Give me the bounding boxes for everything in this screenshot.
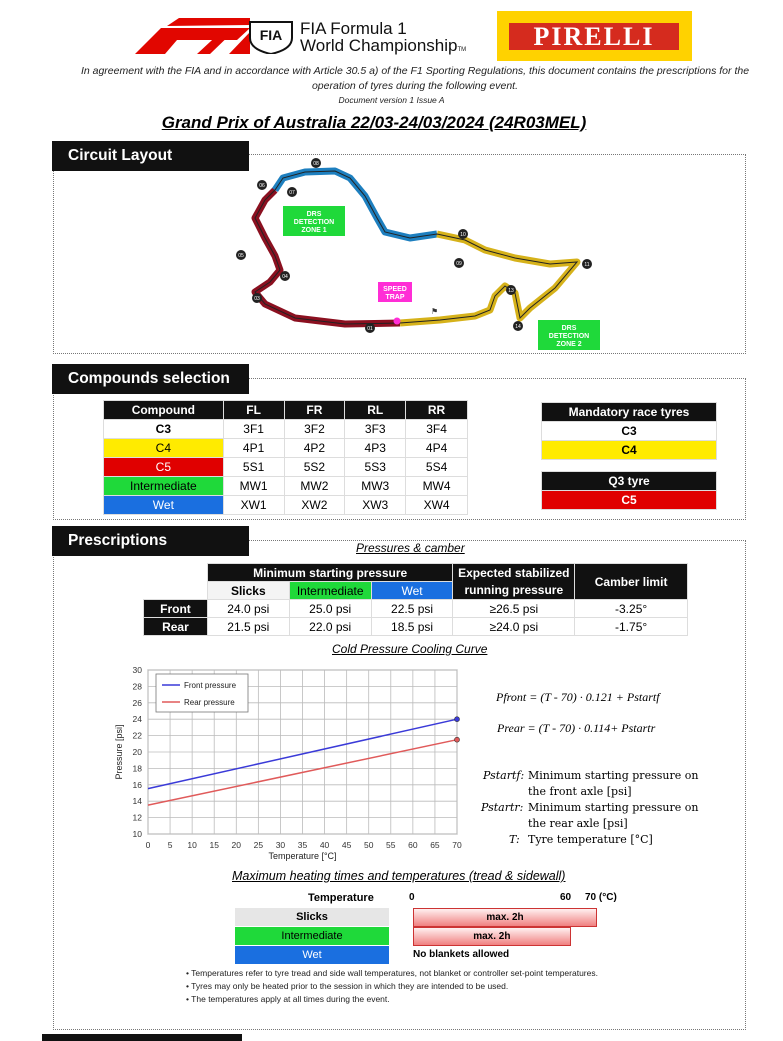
col-wet: Wet (371, 582, 453, 600)
front-wet: 22.5 psi (371, 600, 453, 618)
table-row (104, 477, 468, 496)
next-section-tab (42, 1034, 242, 1041)
heating-bar-intermediate: max. 2h (413, 927, 571, 946)
mandatory-c3: C3 (542, 422, 717, 441)
table-row (104, 458, 468, 477)
x-tick-label: 20 (231, 840, 242, 850)
heating-bar-slicks: max. 2h (413, 908, 597, 927)
prescriptions-section-title: Prescriptions (52, 526, 249, 556)
compounds-table (103, 400, 468, 515)
def-pstartf-a: Minimum starting pressure on (528, 769, 699, 782)
table-row (144, 600, 688, 618)
col-slicks: Slicks (207, 582, 289, 600)
y-tick-label: 12 (132, 812, 142, 823)
cell: 5S2 (284, 458, 345, 477)
table-row (144, 618, 688, 636)
cell: XW4 (406, 496, 468, 515)
heating-row-wet-label: Wet (235, 946, 389, 964)
circuit-section-title: Circuit Layout (52, 141, 249, 171)
corner-14-label: 14 (515, 324, 521, 330)
front-inter: 25.0 psi (289, 600, 371, 618)
x-tick-label: 0 (145, 840, 151, 850)
compound-intermediate: Intermediate (104, 477, 224, 496)
formula-front: Pfront = (T - 70) · 0.121 + Pstartf (496, 690, 660, 704)
y-tick-label: 24 (132, 714, 142, 725)
x-tick-label: 5 (167, 840, 173, 850)
cell: 5S4 (406, 458, 468, 477)
heating-row-intermediate-label: Intermediate (235, 927, 389, 945)
y-tick-label: 26 (132, 697, 142, 708)
cell: 5S3 (345, 458, 406, 477)
event-title: Grand Prix of Australia 22/03-24/03/2024 (24R03MEL) (161, 113, 587, 132)
cooling-chart (110, 662, 475, 864)
camber-header: Camber limit (575, 564, 688, 600)
drs-zone-1-l3: ZONE 1 (301, 227, 327, 234)
cell: XW1 (223, 496, 284, 515)
rear-camber: -1.75° (575, 618, 688, 636)
rear-slicks: 21.5 psi (207, 618, 289, 636)
rear-inter: 22.0 psi (289, 618, 371, 636)
expected-header-1: Expected stabilized (453, 564, 575, 582)
def-pstartr-a: Minimum starting pressure on (528, 801, 699, 814)
corner-05-label: 05 (238, 253, 244, 259)
cell: 3F3 (345, 420, 406, 439)
legend-label: Front pressure (184, 681, 237, 690)
compounds-header-rl: RL (345, 401, 406, 420)
x-tick-label: 50 (363, 840, 374, 850)
front-expected: ≥26.5 psi (453, 600, 575, 618)
y-tick-label: 22 (132, 730, 142, 741)
heating-subtitle: Maximum heating times and temperatures (tread & sidewall) (232, 869, 566, 883)
fia-wordmark (300, 20, 466, 59)
heating-notes (186, 967, 626, 1006)
x-tick-label: 70 (452, 840, 462, 850)
heating-row-slicks-label: Slicks (235, 908, 389, 926)
compounds-header-fr: FR (284, 401, 345, 420)
y-tick-label: 16 (132, 779, 142, 790)
note-3: • The temperatures apply at all times during the event. (186, 994, 390, 1004)
cell: 5S1 (223, 458, 284, 477)
intro-text: In agreement with the FIA and in accordance with Article 30.5 a) of the F1 Sporting Regulations, this document contains the prescriptions for the operation of tyres during the following event. (80, 65, 750, 92)
corner-10-label: 10 (460, 232, 466, 238)
y-tick-label: 30 (132, 665, 142, 675)
cooling-subtitle: Cold Pressure Cooling Curve (332, 642, 488, 656)
circuit-map (225, 158, 625, 350)
pirelli-logo (497, 11, 692, 61)
compounds-header-fl: FL (223, 401, 284, 420)
series-endpoint-rear (455, 737, 460, 742)
compounds-section-title: Compounds selection (52, 364, 249, 394)
row-front-label: Front (144, 600, 208, 618)
q3-tyre-table (541, 471, 717, 510)
def-t-term: T: (509, 833, 520, 846)
table-row (104, 439, 468, 458)
compounds-header-rr: RR (406, 401, 468, 420)
cell: XW3 (345, 496, 406, 515)
cell: 3F1 (223, 420, 284, 439)
x-axis-label: Temperature [°C] (268, 851, 337, 861)
cell: 4P1 (223, 439, 284, 458)
fia-badge (248, 18, 294, 54)
compounds-header-row (104, 401, 468, 420)
corner-09-label: 09 (456, 261, 462, 267)
def-pstartr-term: Pstartr: (481, 801, 524, 814)
finish-flag-icon: ⚑ (431, 307, 439, 316)
def-pstartf-term: Pstartf: (483, 769, 525, 782)
legend-label: Rear pressure (184, 698, 235, 707)
corner-03-label: 03 (254, 296, 260, 302)
table-row (104, 496, 468, 515)
q3-c5: C5 (542, 491, 717, 510)
mandatory-title: Mandatory race tyres (542, 403, 717, 422)
f1-logo (125, 18, 250, 54)
cell: XW2 (284, 496, 345, 515)
corner-01-label: 01 (367, 326, 373, 332)
speed-trap-l2: TRAP (385, 294, 405, 301)
fia-line2: World Championship (300, 36, 458, 55)
x-tick-label: 40 (319, 840, 330, 850)
cell: 3F4 (406, 420, 468, 439)
compounds-header-compound: Compound (104, 401, 224, 420)
expected-header-2: running pressure (453, 582, 575, 600)
x-tick-label: 10 (187, 840, 197, 850)
x-tick-label: 60 (408, 840, 418, 850)
y-tick-label: 28 (132, 681, 142, 692)
corner-07-label: 07 (289, 190, 295, 196)
pirelli-wordmark: PIRELLI (509, 23, 679, 50)
min-start-header: Minimum starting pressure (207, 564, 453, 582)
def-pstartf-b: the front axle [psi] (528, 785, 632, 798)
drs-zone-1-l2: DETECTION (293, 219, 335, 226)
drs-zone-2-l3: ZONE 2 (556, 341, 582, 348)
compound-wet: Wet (104, 496, 224, 515)
rear-expected: ≥24.0 psi (453, 618, 575, 636)
note-2: • Tyres may only be heated prior to the session in which they are intended to be used. (186, 981, 509, 991)
heating-scale-0: 0 (409, 892, 415, 903)
corner-13-label: 13 (508, 288, 514, 294)
drs-zone-2-l2: DETECTION (548, 333, 590, 340)
table-row (104, 420, 468, 439)
cell: MW4 (406, 477, 468, 496)
cell: MW2 (284, 477, 345, 496)
compound-c5: C5 (104, 458, 224, 477)
cell: 3F2 (284, 420, 345, 439)
x-tick-label: 45 (341, 840, 352, 850)
compound-c4: C4 (104, 439, 224, 458)
drs-zone-1-l1: DRS (306, 211, 322, 218)
row-rear-label: Rear (144, 618, 208, 636)
y-axis-label: Pressure [psi] (114, 724, 124, 780)
drs-zone-2-l1: DRS (561, 325, 577, 332)
x-tick-label: 25 (253, 840, 264, 850)
cell: 4P4 (406, 439, 468, 458)
heating-wet-no-blankets: No blankets allowed (413, 949, 510, 960)
y-tick-label: 10 (132, 829, 142, 839)
x-tick-label: 30 (275, 840, 286, 850)
document-version: Document version 1 Issue A (338, 95, 445, 105)
compound-c3: C3 (104, 420, 224, 439)
rear-wet: 18.5 psi (371, 618, 453, 636)
corner-08-label: 08 (313, 161, 319, 167)
x-tick-label: 55 (386, 840, 396, 850)
fia-badge-text: FIA (259, 27, 283, 43)
def-pstartr-b: the rear axle [psi] (528, 817, 628, 830)
front-camber: -3.25° (575, 600, 688, 618)
note-1: • Temperatures refer to tyre tread and side wall temperatures, not blanket or controller set-point temperatures. (186, 968, 598, 978)
y-tick-label: 14 (132, 796, 142, 807)
x-tick-label: 35 (297, 840, 308, 850)
cell: MW3 (345, 477, 406, 496)
formula-rear: Prear = (T - 70) · 0.114+ Pstartr (497, 721, 656, 735)
track-sector-3 (400, 234, 577, 323)
corner-04-label: 04 (282, 274, 288, 280)
def-t-a: Tyre temperature [°C] (528, 833, 653, 846)
track-outline (255, 171, 577, 324)
heating-temp-label: Temperature (308, 892, 374, 904)
pressures-subtitle: Pressures & camber (356, 541, 465, 555)
heating-scale-60: 60 (560, 892, 572, 903)
fia-line1: FIA Formula 1 (300, 19, 407, 38)
pressures-table (143, 563, 688, 636)
col-intermediate: Intermediate (289, 582, 371, 600)
y-tick-label: 20 (132, 747, 142, 757)
mandatory-c4: C4 (542, 441, 717, 460)
q3-title: Q3 tyre (542, 472, 717, 491)
speed-trap-l1: SPEED (383, 286, 407, 293)
mandatory-tyres-table (541, 402, 717, 460)
corner-markers (236, 158, 592, 333)
x-tick-label: 65 (430, 840, 440, 850)
corner-06-label: 06 (259, 183, 265, 189)
cell: MW1 (223, 477, 284, 496)
speed-trap-marker (394, 318, 401, 325)
cell: 4P3 (345, 439, 406, 458)
x-tick-label: 15 (209, 840, 219, 850)
corner-11-label: 11 (584, 262, 590, 268)
series-endpoint-front (455, 717, 460, 722)
cell: 4P2 (284, 439, 345, 458)
front-slicks: 24.0 psi (207, 600, 289, 618)
heating-scale-70: 70 (°C) (585, 892, 617, 903)
fia-tm: TM (457, 47, 467, 53)
y-tick-label: 18 (132, 763, 142, 774)
